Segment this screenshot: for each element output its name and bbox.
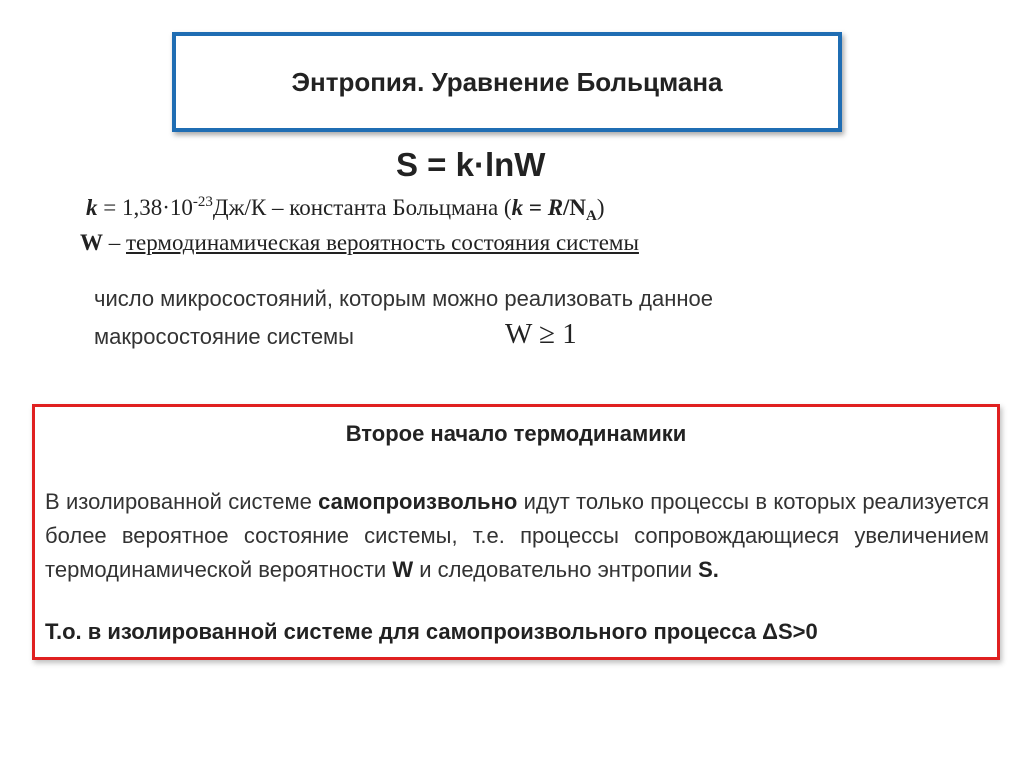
k-symbol-2: k: [511, 195, 524, 220]
r-symbol: R: [547, 195, 564, 220]
w-inequality: W ≥ 1: [505, 318, 577, 350]
w-definition-line: [80, 230, 639, 256]
microstates-line-1: число микросостояний, которым можно реализовать данное: [94, 286, 713, 311]
boltzmann-formula: S = k·lnW: [396, 146, 546, 183]
k-unit-description: Дж/К – константа Больцмана (: [212, 195, 512, 220]
k-equals: =: [523, 195, 548, 220]
law-bold-spontaneous: самопроизвольно: [318, 489, 518, 514]
law-text-1: В изолированной системе: [45, 489, 319, 514]
law-text-2: идут только процессы в которых реализуется более вероятное состояние системы, т.е. процессы сопровождающиеся увеличением термодинамической вероятности: [45, 489, 989, 582]
n-symbol: /N: [563, 195, 587, 220]
title-box: [172, 32, 842, 132]
law-bold-s: S.: [698, 557, 719, 582]
constant-line: [86, 194, 605, 225]
a-subscript: A: [586, 208, 597, 224]
second-law-box: [32, 404, 1000, 660]
law-bold-w: W: [392, 557, 414, 582]
k-value: = 1,38·10: [97, 195, 193, 220]
page-title: Энтропия. Уравнение Больцмана: [291, 66, 723, 97]
law-text-3: и следовательно энтропии: [413, 557, 699, 582]
w-dash: –: [103, 230, 126, 255]
w-definition: термодинамическая вероятность состояния системы: [126, 230, 639, 255]
second-law-heading: Второе начало термодинамики: [345, 421, 687, 446]
second-law-text: [45, 485, 989, 587]
close-paren: ): [596, 195, 605, 220]
k-symbol: k: [86, 195, 98, 220]
k-exponent: -23: [192, 194, 213, 210]
microstates-line-2: макросостояние системы: [94, 324, 354, 349]
w-symbol: W: [80, 230, 103, 255]
second-law-conclusion: Т.о. в изолированной системе для самопроизвольного процесса ΔS>0: [45, 619, 818, 644]
